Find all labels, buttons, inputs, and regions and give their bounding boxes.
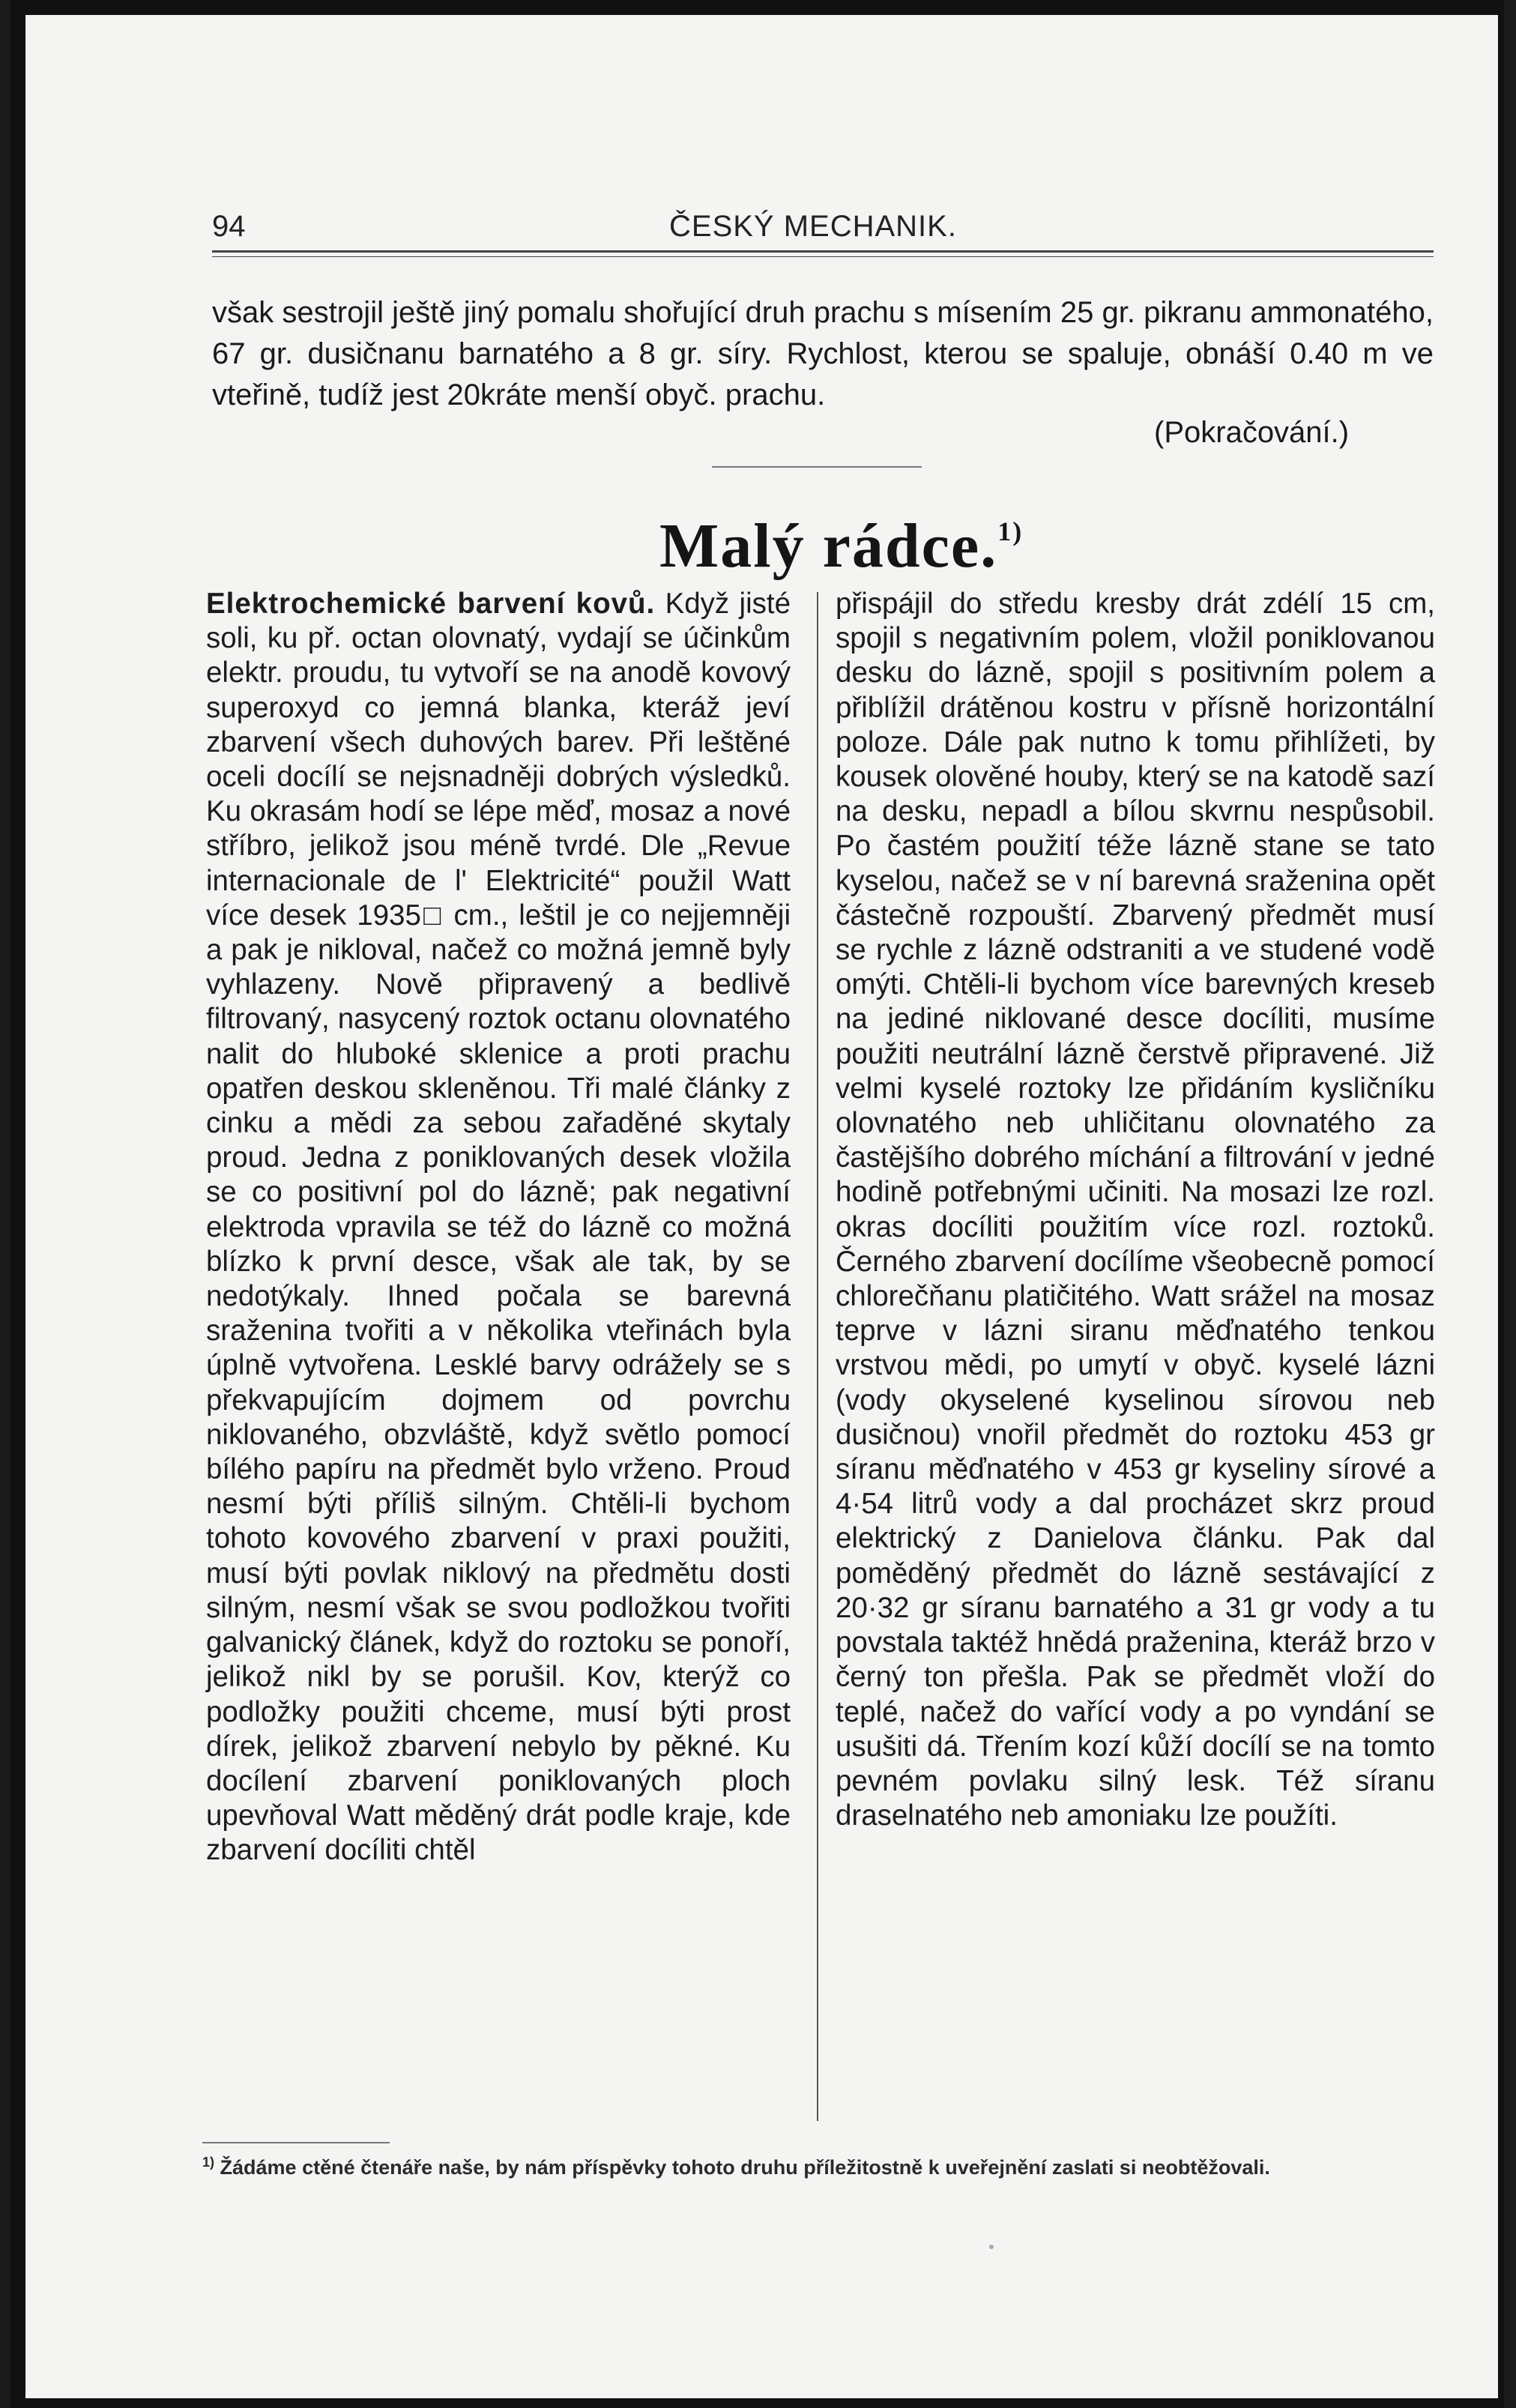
header-rule [212,250,1434,253]
footnote-rule [202,2142,390,2143]
intro-paragraph [212,292,1434,416]
page-header [212,204,1434,249]
right-column [836,587,1435,1833]
footnote-mark: 1) [202,2155,215,2170]
right-column-body: přispájil do středu kresby drát zdélí 15 cm, spojil s negativním polem, vložil poniklovanou desku do lázně, spojil s positivním polem a přiblížil drátěnou kostru v přísně horizontální poloze. Dále pak nutno k tomu přihlížeti, by kousek olověné houby, který se na katodě sazí na desku, nepadl a bílou skvrnu nespůsobil. Po častém použití téže lázně stane se tato kyselou, načež se v ní barevná sraženina opět částečně rozpouští. Zbarvený předmět musí se rychle z lázně odstraniti a ve studené vodě omýti. Chtěli-li bychom více barevných kreseb na jediné niklované desce docíliti, musíme použiti neutrální lázně čerstvě připravené. Již velmi kyselé roztoky lze přidáním kysličníku olovnatého neb uhličitanu olovnatého za častějšího dobrého míchání a filtrování v jedné hodině potřebnými učiniti. Na mosazi lze rozl. okras docíliti použitím více rozl. roztoků. Černého zbarvení docílíme všeobecně pomocí chlorečňanu platičitého. Watt srážel na mosaz teprve v lázni siranu měďnatého tenkou vrstvou mědi, po umytí v obyč. kyselé lázni (vody okyselené kyselinou sírovou neb dusičnou) vnořil předmět do roztoku 453 gr síranu měďnatého v 453 gr kyseliny sírové a 4·54 litrů vody a dal procházet skrz proud elektrický z Danielova článku. Pak dal poměděný předmět do lázně sestávající z 20·32 gr síranu barnatého a 31 gr vody a tu povstala taktéž hnědá praženina, kteráž brzo v černý ton přešla. Pak se předmět vloží do teplé, načež do vařící vody a po vyndání se usušiti dá. Třením kozí kůží docílí se na tomto pevném povlaku silný lesk. Též síranu draselnatého neb amoniaku lze použíti. [836,588,1435,1832]
header-rule-thin [212,256,1434,257]
left-column [206,587,791,1868]
section-title [659,510,1023,582]
section-footnote-mark: 1) [997,516,1024,546]
paper-speck [989,2245,994,2249]
left-column-text [206,587,791,1868]
footnote [202,2149,1431,2180]
column-divider [817,592,818,2121]
section-divider [712,466,922,468]
article-subheading: Elektrochemické barvení kovů. [206,588,656,620]
footnote-text: Žádáme ctěné čtenáře naše, by nám příspěvky tohoto druhu příležitostně k uveřejnění zaslati si neobtěžovali. [220,2156,1270,2179]
continued-note: (Pokračování.) [1154,416,1350,449]
running-title: ČESKÝ MECHANIK. [669,210,957,243]
left-column-body: Když jisté soli, ku př. octan olovnatý, vydají se účinkům elektr. proudu, tu vytvoří se na anodě kovový superoxyd co jemná blanka, kteráž jeví zbarvení všech duhových barev. Při leštěné oceli docílí se nejsnadněji dobrých výsledků. Ku okrasám hodí se lépe měď, mosaz a nové stříbro, jelikož jsou méně tvrdé. Dle „Revue internacionale de l' Elektricité“ použil Watt více desek 1935□ cm., leštil je co nejjemněji a pak je nikloval, načež co možná jemně byly vyhlazeny. Nově připravený a bedlivě filtrovaný, nasycený roztok octanu olovnatého nalit do hluboké sklenice a proti prachu opatřen deskou skleněnou. Tři malé články z cinku a mědi za sebou zařaděné skytaly proud. Jedna z poniklovaných desek vložila se co positivní pol do lázně; pak negativní elektroda vpravila se též do lázně co možná blízko k první desce, však ale tak, by se nedotýkaly. Ihned počala se barevná sraženina tvořiti a v několika vteřinách byla úplně vytvořena. Lesklé barvy odrážely se s překvapujícím dojmem od povrchu niklovaného, obzvláště, když světlo pomocí bílého papíru na předmět bylo vrženo. Proud nesmí býti příliš silným. Chtěli-li bychom tohoto kovového zbarvení v praxi použiti, musí býti povlak niklový na předmětu dosti silným, nesmí však se svou podložkou tvořiti galvanický článek, když do roztoku se ponoří, jelikož nikl by se porušil. Kov, kterýž co podložky použiti chceme, musí býti prost dírek, jelikož zbarvení nebylo by pěkné. Ku docílení zbarvení poniklovaných ploch upevňoval Watt měděný drát podle kraje, kde zbarvení docíliti chtěl [206,588,791,1867]
intro-text: však sestrojil ještě jiný pomalu shořující druh prachu s mísením 25 gr. pikranu ammonatého, 67 gr. dusičnanu barnatého a 8 gr. síry. Rychlost, kterou se spaluje, obnáší 0.40 m ve vteřině, tudíž jest 20kráte menší obyč. prachu. [212,296,1434,411]
section-title-text: Malý rádce. [659,511,998,581]
page-number: 94 [212,210,246,243]
